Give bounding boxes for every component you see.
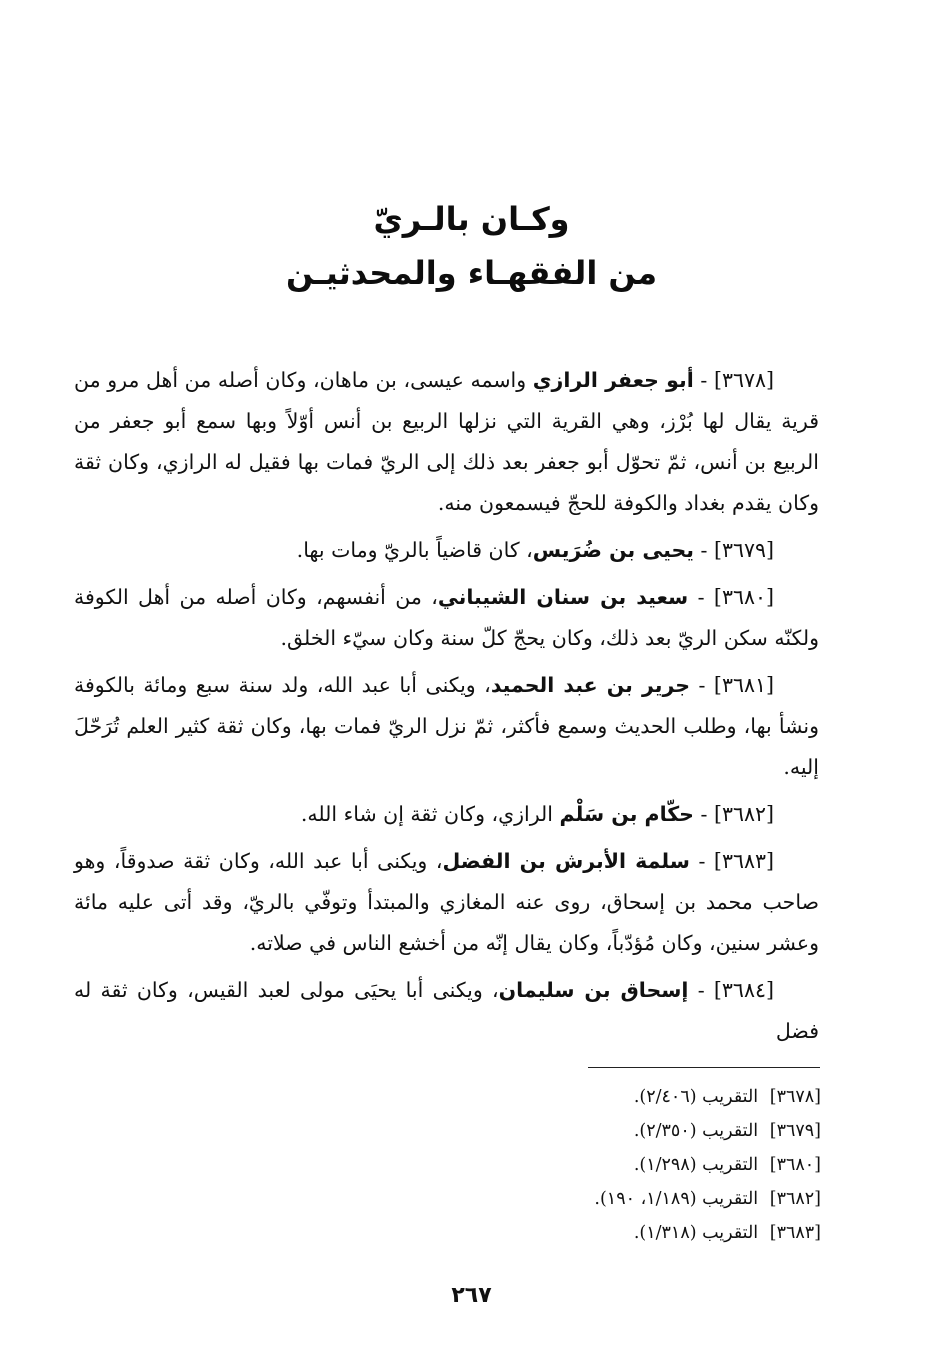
footnote-number: [٣٦٨٠] <box>769 1155 821 1175</box>
entry-text: ، كان قاضياً بالريّ ومات بها. <box>296 538 533 562</box>
footnote-divider <box>588 1067 820 1068</box>
footnote <box>401 1148 821 1182</box>
entry-text: الرازي، وكان ثقة إن شاء الله. <box>300 802 560 826</box>
footnote-number: [٣٦٧٩] <box>769 1121 821 1141</box>
entry-3684 <box>74 970 819 1052</box>
entry-number: [٣٦٨٤] - <box>697 978 774 1002</box>
footnote <box>401 1216 821 1250</box>
entry-number: [٣٦٨٣] - <box>698 849 774 873</box>
chapter-title-line-2: من الفقهـاء والمحدثيـن <box>285 254 658 292</box>
entry-3679 <box>74 530 819 571</box>
entry-text: ، من أنفسهم، وكان أصله من أهل الكوفة ولكنّه سكن الريّ بعد ذلك، وكان يحجّ كلّ سنة وكان سيّء الخلق. <box>74 585 819 650</box>
chapter-title-line-1: وكـان بالـريّ <box>373 200 570 238</box>
entry-3681 <box>74 665 819 788</box>
chapter-heading <box>0 192 943 300</box>
entry-number: [٣٦٨١] - <box>698 673 774 697</box>
page-number: ٢٦٧ <box>451 1283 492 1308</box>
footnote-text: التقريب (١/٢٩٨). <box>633 1155 759 1175</box>
entry-text: واسمه عيسى، بن ماهان، وكان أصله من أهل مرو من قرية يقال لها بُرْز، وهي القرية التي نزلها الربيع بن أنس أوّلاً وبها سمع أبو جعفر من الربيع بن أنس، ثمّ تحوّل أبو جعفر بعد ذلك إلى الريّ فمات بها فقيل له الرازي، وكان ثقة وكان يقدم بغداد والكوفة للحجّ فيسمعون منه. <box>74 368 819 515</box>
footnote-text: التقريب (٢/٤٠٦). <box>633 1087 759 1107</box>
entry-3682 <box>74 794 819 835</box>
entry-text: ، ويكنى أبا عبد الله، ولد سنة سبع ومائة بالكوفة ونشأ بها، وطلب الحديث وسمع فأكثر، ثمّ نزل الريّ فمات بها، وكان ثقة كثير العلم تُرَحّلَ إليه. <box>74 673 819 779</box>
footnote-text: التقريب (١/٣١٨). <box>633 1223 759 1243</box>
footnote-number: [٣٦٨٢] <box>769 1189 821 1209</box>
footnote-number: [٣٦٨٣] <box>769 1223 821 1243</box>
entry-3680 <box>74 577 819 659</box>
biography-entries <box>74 360 819 1058</box>
footnotes <box>401 1080 821 1250</box>
footnote-number: [٣٦٧٨] <box>769 1087 821 1107</box>
entry-name: يحيى بن ضُرَيس <box>532 538 694 562</box>
entry-number: [٣٦٧٨] - <box>700 368 774 392</box>
entry-name: حكّام بن سَلْم <box>559 802 694 826</box>
footnote <box>401 1080 821 1114</box>
entry-text: ، ويكنى أبا يحيَى مولى لعبد القيس، وكان ثقة له فضل <box>74 978 819 1043</box>
entry-text: ، ويكنى أبا عبد الله، وكان ثقة صدوقاً، وهو صاحب محمد بن إسحاق، روى عنه المغازي والمبتدأ وتوفّي بالريّ، وقد أتى عليه مائة وعشر سنين، وكان مُؤدّباً، وكان يقال إنّه من أخشع الناس في صلاته. <box>74 849 819 955</box>
entry-name: سعيد بن سنان الشيباني <box>437 585 689 609</box>
footnote <box>401 1182 821 1216</box>
entry-name: أبو جعفر الرازي <box>532 368 694 392</box>
entry-3683 <box>74 841 819 964</box>
entry-number: [٣٦٧٩] - <box>700 538 774 562</box>
entry-3678 <box>74 360 819 524</box>
footnote <box>401 1114 821 1148</box>
entry-name: سلمة الأبرش بن الفضل <box>442 849 690 873</box>
entry-name: جرير بن عبد الحميد <box>490 673 690 697</box>
footnote-text: التقريب (٢/٣٥٠). <box>633 1121 759 1141</box>
entry-number: [٣٦٨٢] - <box>700 802 774 826</box>
footnote-text: التقريب (١/١٨٩، ١٩٠). <box>594 1189 759 1209</box>
entry-name: إسحاق بن سليمان <box>498 978 689 1002</box>
entry-number: [٣٦٨٠] - <box>697 585 774 609</box>
